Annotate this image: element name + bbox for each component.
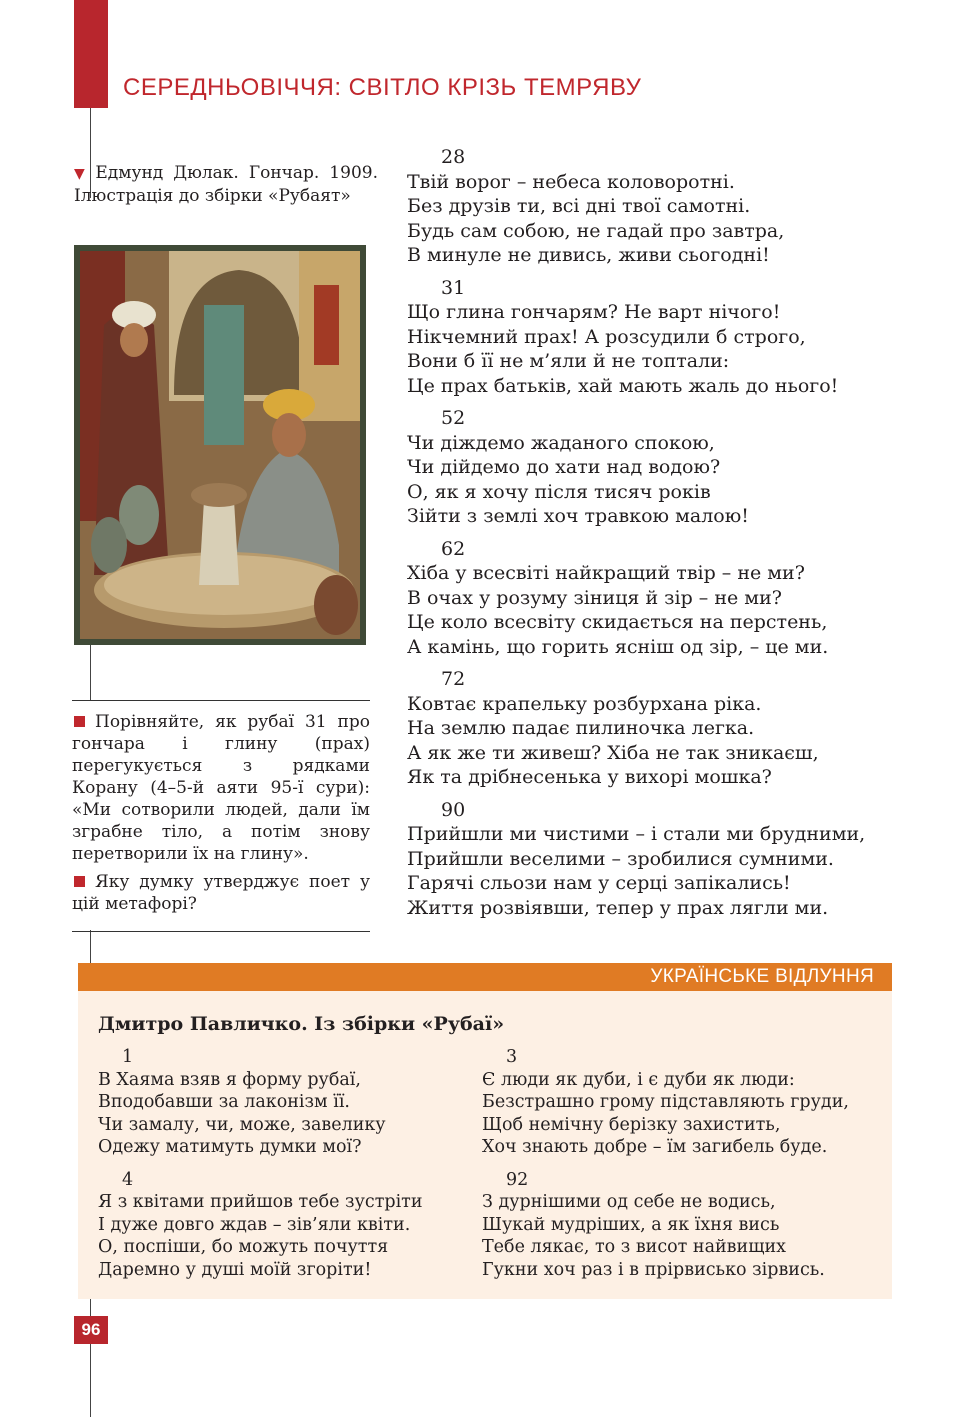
stanza-number: 28: [441, 146, 466, 168]
triangle-marker-icon: ▼: [74, 166, 90, 182]
rubai-poems: [407, 145, 907, 928]
rubai-stanza: [407, 276, 907, 399]
rubai-stanza: [407, 406, 907, 529]
margin-rule-mid: [90, 645, 91, 700]
task-item: Порівняйте, як рубаї 31 про гончара і глину (прах) перегукується з рядками Корану (4–5-й аяти 95-ї сури): «Ми сотворили людей, дали їм зграбне тіло, а потім знову перетворили їх на глину».: [72, 712, 370, 864]
task-box: [72, 700, 370, 932]
poem-line: Тебе лякає, то з висот найвищих: [482, 1237, 787, 1257]
poem-line: Прийшли ми чистими – і стали ми брудними,: [407, 823, 866, 845]
section-label: УКРАЇНСЬКЕ ВІДЛУННЯ: [650, 966, 874, 987]
stanza-number: 90: [441, 798, 466, 821]
page-number: 96: [74, 1316, 108, 1344]
margin-rule-bottom-a: [90, 1299, 91, 1316]
poem-line: Життя розвіявши, тепер у прах лягли ми.: [407, 896, 829, 919]
poem-line: Без друзів ти, всі дні твої самотні.: [407, 195, 751, 217]
right-column: [482, 1046, 849, 1291]
red-square-bullet-icon: [74, 716, 85, 727]
stanza-number: 3: [506, 1047, 518, 1067]
poem-line: Хіба у всесвіті найкращий твір – не ми?: [407, 562, 805, 584]
poem-line: На землю падає пилиночка легка.: [407, 717, 755, 739]
rubai-stanza: [407, 798, 907, 921]
poem-line: Твій ворог – небеса коловоротні.: [407, 170, 735, 193]
poem-line: Чи дійдемо до хати над водою?: [407, 456, 721, 478]
poem-line: Прийшли веселими – зробилися сумними.: [407, 847, 834, 870]
poem-line: Щоб немічну берізку захистить,: [482, 1114, 781, 1135]
poem-line: Є люди як дуби, і є дуби як люди:: [482, 1069, 795, 1090]
poem-line: Гукни хоч раз і в прірвисько зірвись.: [482, 1259, 825, 1280]
poem-line: Гарячі сльози нам у серці запікались!: [407, 872, 791, 894]
rubai-stanza: [407, 145, 907, 268]
poem-line: Це прах батьків, хай мають жаль до нього!: [407, 374, 839, 397]
stanza-number: 4: [122, 1169, 134, 1190]
poem-line: Чи діждемо жаданого спокою,: [407, 431, 715, 454]
poem-line: Вподобавши за лаконізм її.: [98, 1092, 350, 1112]
poem-line: В очах у розуму зіниця й зір – не ми?: [407, 586, 782, 609]
left-column: [98, 1046, 423, 1291]
red-square-bullet-icon: [74, 876, 85, 887]
poem-line: Що глина гончарям? Не варт нічого!: [407, 301, 781, 323]
poem-line: З дурнішими од себе не водись,: [482, 1192, 776, 1212]
rubai-stanza: [482, 1169, 849, 1282]
poem-line: Нікчемний прах! А розсудили б строго,: [407, 325, 806, 348]
task-item: Яку думку утверджує поет у цій метафорі?: [72, 872, 370, 914]
margin-rule-lower: [90, 930, 91, 963]
poem-line: А камінь, що горить ясніш од зір, – це ми.: [407, 635, 829, 658]
page-header-title: СЕРЕДНЬОВІЧЧЯ: СВІТЛО КРІЗЬ ТЕМРЯВУ: [123, 74, 642, 101]
poem-line: А як же ти живеш? Хіба не так зникаєш,: [407, 741, 819, 764]
poem-line: Будь сам собою, не гадай про завтра,: [407, 219, 785, 242]
poem-line: Безстрашно грому підставляють груди,: [482, 1092, 849, 1112]
ukrainian-echo-box: [78, 991, 892, 1299]
rubai-stanza: [98, 1046, 423, 1159]
margin-rule-bottom-b: [90, 1344, 91, 1417]
poem-line: Даремно у душі моїй згоріти!: [98, 1259, 372, 1280]
header-red-bar: [74, 0, 108, 108]
poem-line: Як та дрібнесенька у вихорі мошка?: [407, 766, 772, 788]
poem-line: Вони б її не м’яли й не топтали:: [407, 350, 730, 372]
section-title: Дмитро Павличко. Із збірки «Рубаї»: [98, 1013, 505, 1035]
stanza-number: 52: [441, 407, 466, 429]
stanza-number: 1: [122, 1047, 134, 1067]
poem-line: Чи замалу, чи, може, завелику: [98, 1114, 386, 1135]
rubai-stanza: [98, 1169, 423, 1282]
poem-line: О, поспіши, бо можуть почуття: [98, 1237, 389, 1257]
poem-line: В минуле не дивись, живи сьогодні!: [407, 244, 770, 266]
poem-line: О, як я хочу після тисяч років: [407, 480, 711, 503]
poem-line: Це коло всесвіту скидається на перстень,: [407, 611, 828, 633]
rubai-stanza: [407, 537, 907, 660]
poem-line: В Хаяма взяв я форму рубаї,: [98, 1069, 361, 1090]
stanza-number: 31: [441, 276, 466, 299]
stanza-number: 92: [506, 1169, 529, 1190]
poem-line: Зійти з землі хоч травкою малою!: [407, 505, 749, 527]
poem-line: Шукай мудріших, а як їхня вись: [482, 1214, 780, 1235]
rubai-stanza: [407, 667, 907, 790]
poem-line: Я з квітами прийшов тебе зустріти: [98, 1192, 423, 1212]
potter-illustration: [74, 245, 366, 645]
poem-line: Ковтає крапельку розбурхана ріка.: [407, 692, 762, 715]
stanza-number: 62: [441, 537, 466, 560]
poem-line: І дуже довго ждав – зів’яли квіти.: [98, 1214, 411, 1235]
rubai-stanza: [482, 1046, 849, 1159]
stanza-number: 72: [441, 668, 466, 690]
poem-line: Хоч знають добре – їм загибель буде.: [482, 1137, 828, 1157]
illustration-caption: [74, 162, 378, 207]
section-banner: [78, 963, 892, 991]
caption-text: Едмунд Дюлак. Гончар. 1909. Ілюстрація до збірки «Рубаят»: [74, 163, 378, 206]
poem-line: Одежу матимуть думки мої?: [98, 1137, 362, 1157]
